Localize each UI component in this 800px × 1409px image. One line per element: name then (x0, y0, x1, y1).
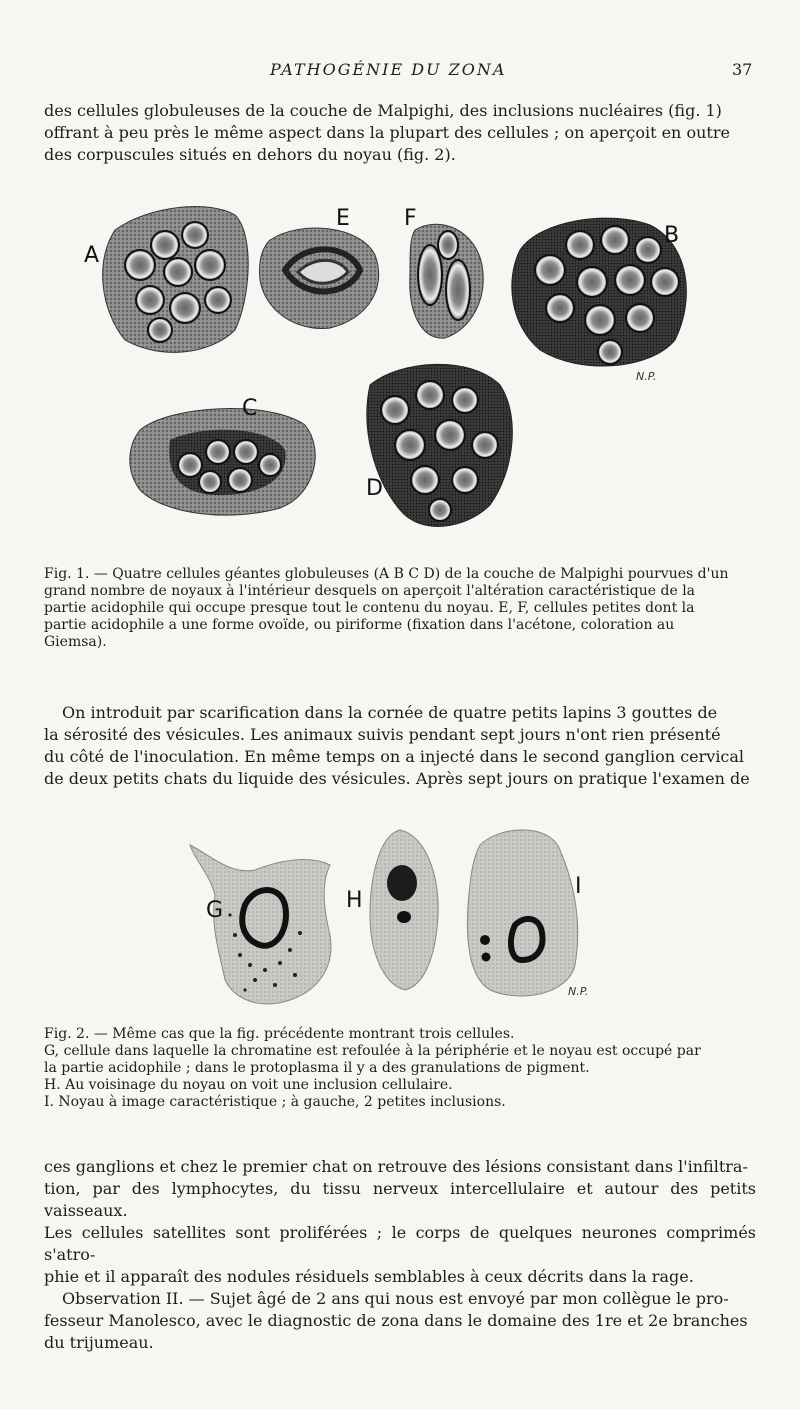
cell-a (103, 207, 249, 353)
text-line: Les cellules satellites sont proliférées ; le corps de quelques neurones comprimés s'atro- (44, 1223, 756, 1264)
figure-1 (70, 190, 730, 550)
figure-2 (180, 815, 620, 1015)
running-title: PATHOGÉNIE DU ZONA (270, 60, 507, 79)
intro-paragraph (44, 100, 756, 166)
caption-line: Fig. 1. — Quatre cellules géantes globuleuses (A B C D) de la couche de Malpighi pourvues d'un (44, 566, 729, 582)
running-header (0, 60, 800, 82)
label-a: A (84, 243, 100, 268)
caption-line: Fig. 2. — Même cas que la fig. précédente montrant trois cellules. (44, 1026, 515, 1042)
label-i: I (575, 874, 582, 899)
cell-b (512, 218, 687, 366)
text-line: ces ganglions et chez le premier chat on retrouve des lésions consistant dans l'infiltra- (44, 1157, 748, 1176)
label-e: E (336, 206, 350, 231)
text-line: des corpuscules situés en dehors du noyau (fig. 2). (44, 145, 456, 164)
caption-line: G, cellule dans laquelle la chromatine est refoulée à la périphérie et le noyau est occupé par (44, 1043, 701, 1059)
figure-1-signature: N.P. (636, 370, 657, 383)
figure-2-signature: N.P. (568, 985, 589, 998)
page-number: 37 (732, 60, 753, 79)
text-line: du côté de l'inoculation. En même temps on a injecté dans le second ganglion cervical (44, 747, 745, 766)
text-line: de deux petits chats du liquide des vésicules. Après sept jours on pratique l'examen de (44, 769, 750, 788)
cell-g (190, 845, 331, 1004)
cell-e (259, 228, 378, 328)
caption-line: la partie acidophile ; dans le protoplasma il y a des granulations de pigment. (44, 1060, 590, 1076)
figure-2-caption (44, 1026, 756, 1111)
text-line: offrant à peu près le même aspect dans la plupart des cellules ; on aperçoit en outre (44, 123, 730, 142)
cell-c (130, 409, 315, 516)
observation-line: Observation II. — Sujet âgé de 2 ans qui nous est envoyé par mon collègue le pro- (62, 1289, 729, 1308)
text-line: la sérosité des vésicules. Les animaux suivis pendant sept jours n'ont rien présenté (44, 725, 721, 744)
label-h: H (346, 888, 363, 913)
cell-d (367, 364, 512, 526)
label-c: C (242, 396, 258, 421)
label-b: B (664, 223, 680, 248)
text-line: On introduit par scarification dans la cornée de quatre petits lapins 3 gouttes de (62, 703, 718, 722)
text-line: tion, par des lymphocytes, du tissu nerveux intercellulaire et autour des petits vaisseaux. (44, 1179, 756, 1220)
caption-line: grand nombre de noyaux à l'intérieur desquels on aperçoit l'altération caractéristique de la (44, 583, 696, 599)
caption-line: H. Au voisinage du noyau on voit une inclusion cellulaire. (44, 1077, 453, 1093)
body-paragraph-2 (44, 1156, 756, 1354)
label-f: F (404, 206, 417, 231)
cell-i (467, 830, 577, 996)
text-line: fesseur Manolesco, avec le diagnostic de zona dans le domaine des 1re et 2e branches (44, 1311, 748, 1330)
text-line: du trijumeau. (44, 1333, 154, 1352)
text-line: des cellules globuleuses de la couche de Malpighi, des inclusions nucléaires (fig. 1) (44, 101, 722, 120)
label-d: D (366, 476, 383, 501)
body-paragraph-1 (44, 702, 756, 790)
text-line: phie et il apparaît des nodules résiduels semblables à ceux décrits dans la rage. (44, 1267, 694, 1286)
label-g: G (206, 898, 224, 923)
cell-h (370, 830, 438, 990)
caption-line: I. Noyau à image caractéristique ; à gauche, 2 petites inclusions. (44, 1094, 506, 1110)
figure-1-caption (44, 566, 756, 651)
caption-line: Giemsa). (44, 634, 107, 650)
caption-line: partie acidophile a une forme ovoïde, ou piriforme (fixation dans l'acétone, coloration au (44, 617, 675, 633)
cell-f (410, 224, 483, 338)
caption-line: partie acidophile qui occupe presque tout le contenu du noyau. E, F, cellules petites dont la (44, 600, 695, 616)
